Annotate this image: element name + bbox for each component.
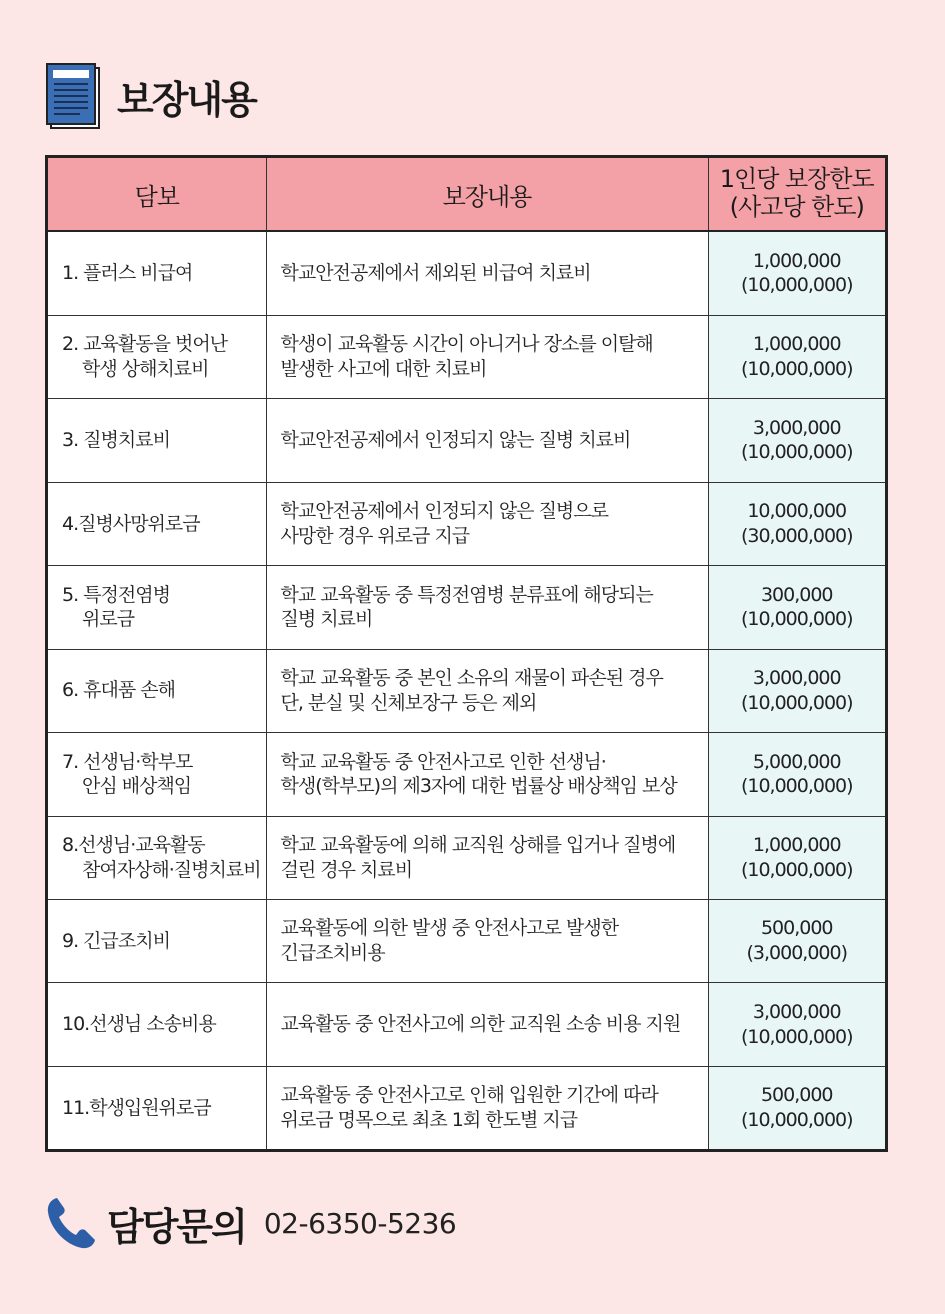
limit-per-person: 3,000,000 xyxy=(752,416,841,439)
limit-per-person: 5,000,000 xyxy=(752,750,841,773)
coverage-name-line: 2. 교육활동을 벗어난 xyxy=(62,333,228,356)
coverage-description-line: 학교 교육활동 중 안전사고로 인한 선생님· xyxy=(280,750,606,773)
coverage-name-line: 위로금 xyxy=(82,608,135,631)
header-limit xyxy=(708,158,885,231)
limit-per-person: 1,000,000 xyxy=(752,333,841,356)
coverage-limit-cell xyxy=(708,816,885,899)
table-row xyxy=(48,315,885,398)
coverage-name-line: 7. 선생님·학부모 xyxy=(62,750,193,773)
coverage-description-line: 사망한 경우 위로금 지급 xyxy=(280,524,470,547)
coverage-description-cell xyxy=(266,399,708,482)
header-description: 보장내용 xyxy=(266,158,708,231)
limit-per-accident: (10,000,000) xyxy=(740,775,853,798)
limit-per-accident: (10,000,000) xyxy=(740,274,853,297)
coverage-name-cell xyxy=(48,231,266,315)
coverage-name-line: 6. 휴대품 손해 xyxy=(62,679,175,702)
limit-per-accident: (10,000,000) xyxy=(740,1025,853,1048)
coverage-limit-cell xyxy=(708,315,885,398)
phone-icon xyxy=(45,1195,97,1251)
limit-per-person: 500,000 xyxy=(760,917,833,940)
table-row xyxy=(48,399,885,482)
limit-per-person: 300,000 xyxy=(760,583,833,606)
coverage-name-cell xyxy=(48,482,266,565)
coverage-name-line: 10.선생님 소송비용 xyxy=(62,1013,216,1036)
table-row xyxy=(48,1066,885,1149)
coverage-description-cell xyxy=(266,1066,708,1149)
coverage-description-line: 발생한 사고에 대한 치료비 xyxy=(280,358,487,380)
coverage-name-line: 3. 질병치료비 xyxy=(62,429,170,452)
coverage-name-cell xyxy=(48,566,266,649)
coverage-description-line: 학교안전공제에서 제외된 비급여 치료비 xyxy=(280,262,591,285)
coverage-description-cell xyxy=(266,899,708,982)
limit-per-accident: (10,000,000) xyxy=(740,441,853,464)
table-row xyxy=(48,231,885,315)
coverage-description-line: 학교 교육활동 중 본인 소유의 재물이 파손된 경우 xyxy=(280,667,663,690)
coverage-description-cell xyxy=(266,733,708,816)
coverage-limit-cell xyxy=(708,482,885,565)
table-row xyxy=(48,649,885,732)
coverage-limit-cell xyxy=(708,649,885,732)
limit-per-person: 1,000,000 xyxy=(752,834,841,857)
coverage-name-line: 11.학생입원위로금 xyxy=(62,1096,211,1119)
coverage-description-cell xyxy=(266,983,708,1066)
coverage-description-line: 질병 치료비 xyxy=(280,608,373,631)
coverage-description-line: 단, 분실 및 신체보장구 등은 제외 xyxy=(280,691,537,714)
coverage-name-line: 8.선생님·교육활동 xyxy=(62,834,205,857)
table-row xyxy=(48,899,885,982)
coverage-description-cell xyxy=(266,816,708,899)
coverage-name-cell xyxy=(48,816,266,899)
contact-section xyxy=(45,1195,456,1251)
coverage-description-line: 위로금 명목으로 최초 1회 한도별 지급 xyxy=(280,1108,578,1131)
coverage-description-line: 교육활동 중 안전사고로 인해 입원한 기간에 따라 xyxy=(280,1084,658,1107)
coverage-name-cell xyxy=(48,899,266,982)
page-title: 보장내용 xyxy=(117,77,256,122)
coverage-description-line: 학교안전공제에서 인정되지 않은 질병으로 xyxy=(280,500,608,523)
table-row xyxy=(48,983,885,1066)
limit-per-accident: (10,000,000) xyxy=(740,858,853,881)
limit-per-accident: (10,000,000) xyxy=(740,608,853,631)
coverage-description-line: 교육활동에 의한 발생 중 안전사고로 발생한 xyxy=(280,917,619,940)
coverage-name-line: 9. 긴급조치비 xyxy=(62,929,170,952)
coverage-name-line: 4.질병사망위로금 xyxy=(62,512,200,535)
limit-per-accident: (10,000,000) xyxy=(740,358,853,380)
limit-per-accident: (3,000,000) xyxy=(746,942,848,965)
coverage-name-cell xyxy=(48,315,266,398)
limit-per-person: 1,000,000 xyxy=(752,249,841,272)
coverage-name-line: 학생 상해치료비 xyxy=(82,358,209,380)
coverage-name-line: 참여자상해·질병치료비 xyxy=(82,858,261,881)
coverage-limit-cell xyxy=(708,983,885,1066)
limit-per-person: 10,000,000 xyxy=(747,500,847,523)
coverage-name-cell xyxy=(48,733,266,816)
limit-per-accident: (30,000,000) xyxy=(740,524,853,547)
section-heading xyxy=(45,62,256,130)
coverage-name-line: 5. 특정전염병 xyxy=(62,583,170,606)
coverage-name-cell xyxy=(48,1066,266,1149)
limit-per-accident: (10,000,000) xyxy=(740,1108,853,1131)
coverage-description-cell xyxy=(266,315,708,398)
coverage-description-line: 학교안전공제에서 인정되지 않는 질병 치료비 xyxy=(280,429,631,452)
coverage-description-line: 교육활동 중 안전사고에 의한 교직원 소송 비용 지원 xyxy=(280,1013,681,1036)
coverage-name-cell xyxy=(48,399,266,482)
table-row xyxy=(48,482,885,565)
coverage-description-line: 학생(학부모)의 제3자에 대한 법률상 배상책임 보상 xyxy=(280,775,677,798)
coverage-name-cell xyxy=(48,983,266,1066)
coverage-description-line: 긴급조치비용 xyxy=(280,942,385,965)
coverage-description-line: 학교 교육활동에 의해 교직원 상해를 입거나 질병에 xyxy=(280,834,676,857)
limit-per-person: 3,000,000 xyxy=(752,1000,841,1023)
coverage-description-cell xyxy=(266,231,708,315)
limit-per-accident: (10,000,000) xyxy=(740,691,853,714)
header-limit-per-accident: (사고당 한도) xyxy=(729,193,864,221)
coverage-name-line: 안심 배상책임 xyxy=(82,775,192,798)
coverage-description-line: 걸린 경우 치료비 xyxy=(280,858,413,881)
coverage-table xyxy=(45,155,888,1152)
coverage-limit-cell xyxy=(708,566,885,649)
header-coverage: 담보 xyxy=(48,158,266,231)
limit-per-person: 500,000 xyxy=(760,1084,833,1107)
table-row xyxy=(48,816,885,899)
coverage-limit-cell xyxy=(708,231,885,315)
coverage-limit-cell xyxy=(708,899,885,982)
table-row xyxy=(48,733,885,816)
header-limit-per-person: 1인당 보장한도 xyxy=(719,165,874,194)
coverage-description-cell xyxy=(266,566,708,649)
coverage-limit-cell xyxy=(708,1066,885,1149)
table-header-row xyxy=(48,158,885,231)
coverage-limit-cell xyxy=(708,733,885,816)
contact-phone[interactable]: 02-6350-5236 xyxy=(263,1206,457,1240)
coverage-description-line: 학교 교육활동 중 특정전염병 분류표에 해당되는 xyxy=(280,583,653,606)
coverage-description-line: 학생이 교육활동 시간이 아니거나 장소를 이탈해 xyxy=(280,333,653,356)
contact-title: 담당문의 xyxy=(107,1204,246,1249)
coverage-limit-cell xyxy=(708,399,885,482)
document-icon xyxy=(45,62,103,130)
table-row xyxy=(48,566,885,649)
limit-per-person: 3,000,000 xyxy=(752,667,841,690)
coverage-name-line: 1. 플러스 비급여 xyxy=(62,262,193,285)
coverage-description-cell xyxy=(266,649,708,732)
coverage-name-cell xyxy=(48,649,266,732)
coverage-description-cell xyxy=(266,482,708,565)
